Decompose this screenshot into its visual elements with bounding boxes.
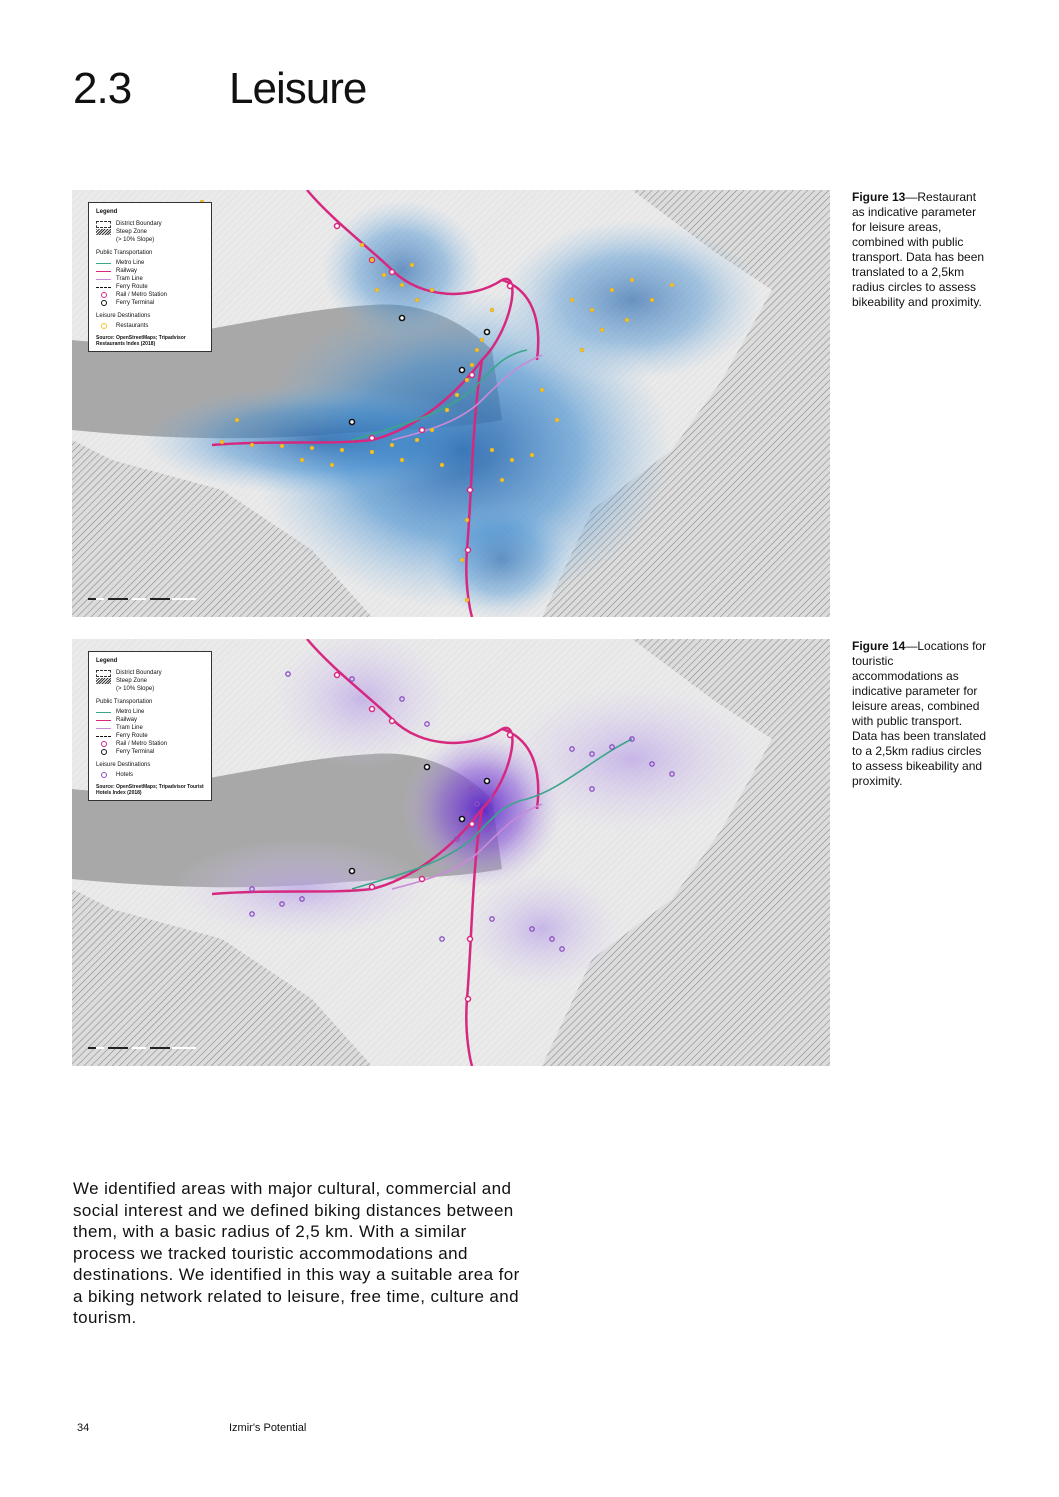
figure-label: Figure 13 <box>852 190 906 204</box>
figure-caption-text: —Locations for touristic accommodations as indicative parameter for leisure areas, combined with public transport. Data has been translated to a 2,5km radius circles to assess bikeability and proximity. <box>852 639 987 788</box>
railway-symbol <box>96 717 111 724</box>
ferry-terminal-icon <box>96 300 111 307</box>
legend-label: Metro Line <box>116 260 145 266</box>
legend-source: Source: OpenStreetMaps; Tripadvisor Tourist Hotels Index (2018) <box>96 784 204 796</box>
legend-note: (> 10% Slope) <box>116 237 155 243</box>
ferry-route-symbol <box>96 284 111 291</box>
legend-label: Ferry Terminal <box>116 300 155 306</box>
body-paragraph: We identified areas with major cultural, commercial and social interest and we defined biking distances between them, with a basic radius of 2,5 km. With a similar process we tracked touristic accommodations and destinations. We identified in this way a suitable area for a biking network related to leisure, free time, culture and tourism. <box>73 1179 520 1327</box>
legend-label: Tram Line <box>116 725 143 731</box>
legend-label: Hotels <box>116 772 134 778</box>
legend-label: Ferry Route <box>116 284 148 290</box>
legend-note: (> 10% Slope) <box>116 686 155 692</box>
steep-zone-symbol <box>96 678 111 685</box>
legend-source: Source: OpenStreetMaps; Tripadvisor Restaurants Index (2018) <box>96 335 186 347</box>
figure-caption <box>852 190 987 310</box>
legend-label: Metro Line <box>116 709 145 715</box>
metro-line-symbol <box>96 709 111 716</box>
legend-label: Ferry Route <box>116 733 148 739</box>
legend-heading: Leisure Destinations <box>96 762 151 768</box>
legend-heading: Public Transportation <box>96 250 153 256</box>
legend-label: Rail / Metro Station <box>116 741 168 747</box>
legend-title: Legend <box>96 209 118 215</box>
restaurant-map <box>72 190 830 617</box>
page-number: 34 <box>77 1422 90 1434</box>
metro-line-symbol <box>96 260 111 267</box>
section-number: 2.3 <box>73 64 132 113</box>
steep-zone-symbol <box>96 229 111 236</box>
rail-station-icon <box>96 292 111 299</box>
map-legend <box>88 202 212 352</box>
legend-label: Restaurants <box>116 323 149 329</box>
figure-label: Figure 14 <box>852 639 906 653</box>
map-legend <box>88 651 212 801</box>
legend-label: District Boundary <box>116 670 162 676</box>
rail-station-icon <box>96 741 111 748</box>
legend-label: Ferry Terminal <box>116 749 155 755</box>
ferry-terminal-icon <box>96 749 111 756</box>
legend-label: Railway <box>116 717 138 723</box>
railway-symbol <box>96 268 111 275</box>
legend-label: Rail / Metro Station <box>116 292 168 298</box>
figure-caption <box>852 639 987 789</box>
legend-title: Legend <box>96 658 118 664</box>
hotel-map <box>72 639 830 1066</box>
ferry-route-symbol <box>96 733 111 740</box>
tram-line-symbol <box>96 725 111 732</box>
legend-label: Steep Zone <box>116 678 148 684</box>
district-boundary-symbol <box>96 670 111 677</box>
restaurant-icon <box>96 323 111 330</box>
legend-label: Tram Line <box>116 276 143 282</box>
legend-heading: Public Transportation <box>96 699 153 705</box>
legend-heading: Leisure Destinations <box>96 313 151 319</box>
hotel-icon <box>96 772 111 779</box>
district-boundary-symbol <box>96 221 111 228</box>
legend-label: Steep Zone <box>116 229 148 235</box>
footer-chapter-title: Izmir's Potential <box>229 1422 307 1434</box>
figure-caption-text: —Restaurant as indicative parameter for leisure areas, combined with public transport. Data has been translated to a 2,5km radius circles to assess bikeability and proximity. <box>852 190 985 309</box>
legend-label: Railway <box>116 268 138 274</box>
section-title: Leisure <box>229 64 367 113</box>
tram-line-symbol <box>96 276 111 283</box>
legend-label: District Boundary <box>116 221 162 227</box>
